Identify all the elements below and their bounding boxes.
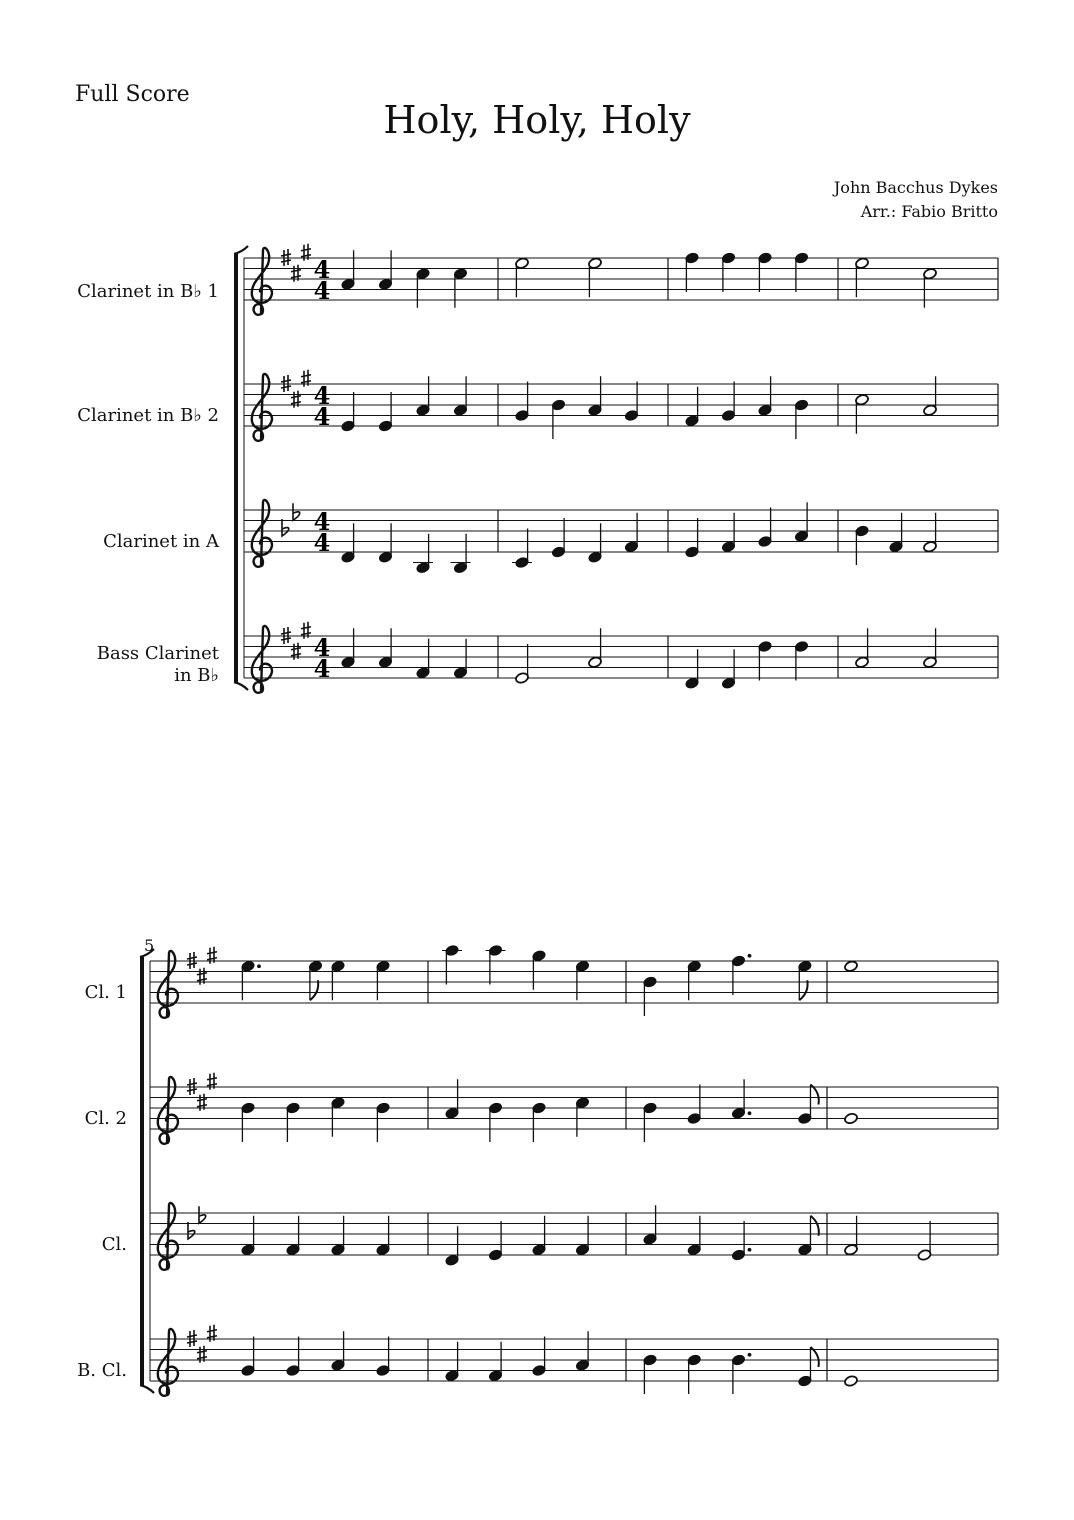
- staff-4: [150, 1325, 998, 1396]
- instrument-label-bass-clarinet: Bass Clarinet in B♭: [96, 643, 219, 686]
- staff-2: [244, 370, 998, 441]
- augmentation-dot: [748, 954, 752, 958]
- augmentation-dot: [748, 1248, 752, 1252]
- notehead: [844, 1112, 859, 1125]
- staff-4: [244, 622, 998, 693]
- flat-accidental: [282, 519, 289, 536]
- time-signature-top: 4: [313, 633, 331, 662]
- staff-2: [150, 1073, 998, 1144]
- flat-accidental: [199, 1206, 206, 1223]
- staff-3: [244, 500, 998, 574]
- instrument-label-clarinet-1: Clarinet in B♭ 1: [77, 281, 219, 302]
- notehead: [844, 1375, 859, 1388]
- staff-1: [244, 244, 998, 315]
- arranger-credit: Arr.: Fabio Britto: [860, 202, 998, 221]
- system-2: [140, 944, 998, 1396]
- composer-credit: John Bacchus Dykes: [833, 178, 998, 197]
- time-signature-top: 4: [313, 255, 331, 284]
- augmentation-dot: [748, 1111, 752, 1115]
- note-flag: [799, 980, 807, 1000]
- instrument-label-clarinet-a: Clarinet in A: [103, 531, 219, 552]
- flat-accidental: [188, 1222, 195, 1239]
- time-signature-top: 4: [313, 507, 331, 536]
- score-label: Full Score: [75, 82, 190, 107]
- instrument-label-cl: Cl.: [101, 1234, 127, 1255]
- staff-3: [150, 1203, 998, 1270]
- flat-accidental: [293, 503, 300, 520]
- instrument-label-clarinet-2: Clarinet in B♭ 2: [77, 405, 219, 426]
- system-1: [234, 244, 998, 693]
- bracket-hook-top: [234, 246, 248, 254]
- page-title: Holy, Holy, Holy: [383, 98, 691, 142]
- time-signature-bottom: 4: [313, 654, 331, 683]
- augmentation-dot: [257, 964, 261, 968]
- instrument-label-cl-2: Cl. 2: [84, 1108, 127, 1129]
- staff-1: [150, 944, 998, 1018]
- note-flag: [310, 980, 318, 1000]
- time-signature-bottom: 4: [313, 402, 331, 431]
- augmentation-dot: [748, 1353, 752, 1357]
- system-bracket: [140, 957, 144, 1385]
- time-signature-bottom: 4: [313, 528, 331, 557]
- bracket-hook-top: [140, 949, 154, 957]
- bracket-hook-bottom: [140, 1385, 154, 1393]
- system-bracket: [234, 254, 238, 682]
- measure-number: 5: [144, 936, 155, 955]
- time-signature-bottom: 4: [313, 276, 331, 305]
- note-flag: [810, 1216, 818, 1236]
- bracket-hook-bottom: [234, 682, 248, 690]
- time-signature-top: 4: [313, 381, 331, 410]
- instrument-label-cl-1: Cl. 1: [84, 982, 127, 1003]
- notehead: [844, 960, 859, 973]
- instrument-label-b-cl: B. Cl.: [77, 1360, 127, 1381]
